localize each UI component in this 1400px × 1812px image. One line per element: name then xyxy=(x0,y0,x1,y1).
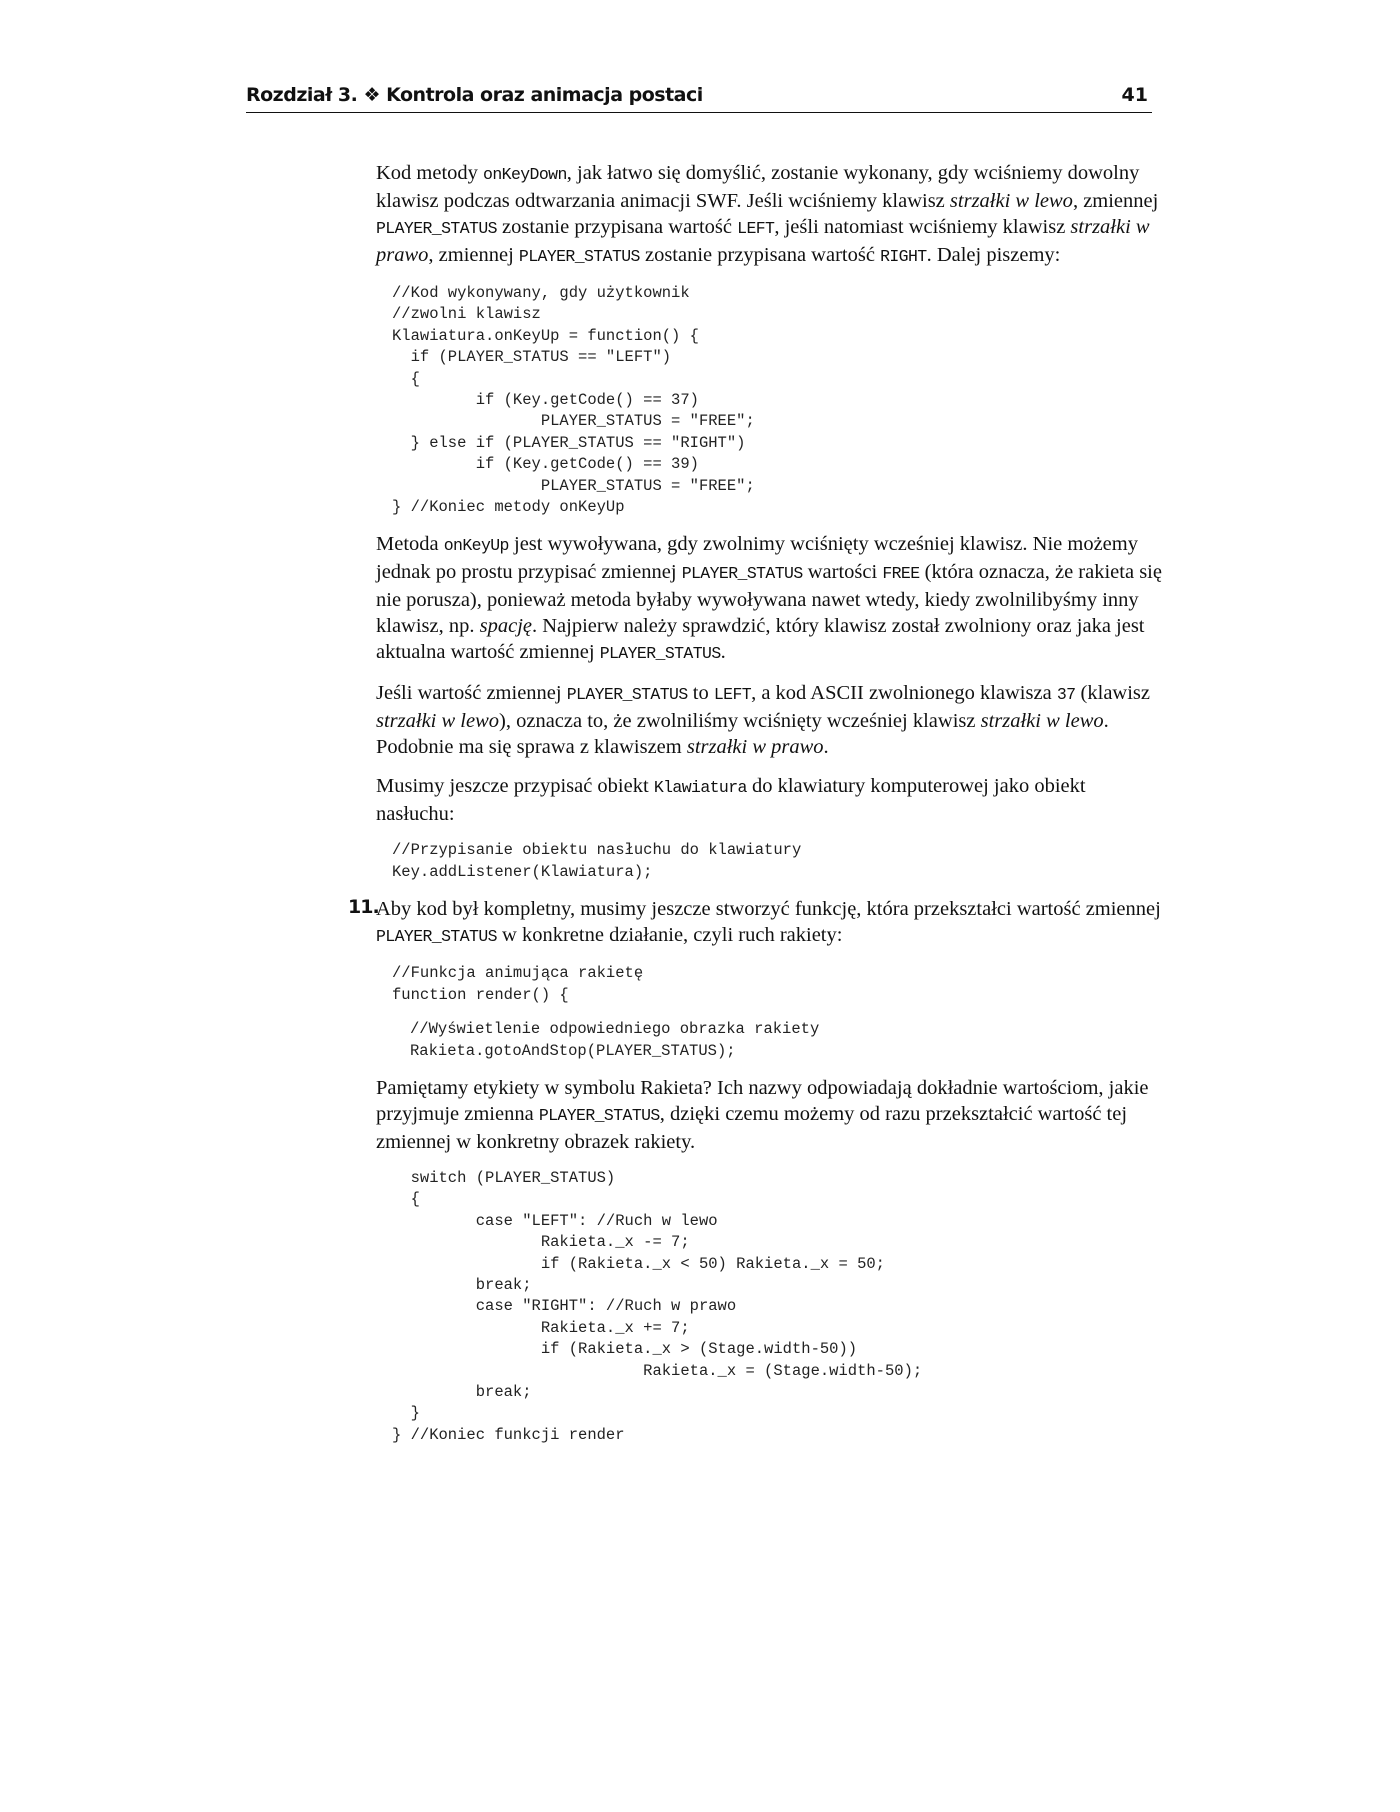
paragraph-onkeydown xyxy=(376,160,1162,270)
text: w konkretne działanie, czyli ruch rakiety: xyxy=(496,924,843,947)
inline-code: RIGHT xyxy=(880,247,927,266)
text: , zmiennej xyxy=(428,244,519,266)
text: . xyxy=(823,736,829,759)
inline-code: onKeyDown xyxy=(483,165,567,184)
code-listing-onkeyup: //Kod wykonywany, gdy użytkownik //zwolni klawisz Klawiatura.onKeyUp = function() { if (PLAYER_STATUS == "LEFT") { if (Key.getCode() == 37) PLAYER_STATUS = "FREE"; } else if (PLAYER_STATUS == "RIGHT") if (Key.getCode() == 39) PLAYER_STATUS = "FREE"; } //Koniec metody onKeyUp xyxy=(392,284,755,517)
inline-code: PLAYER_STATUS xyxy=(566,685,688,705)
text: , jak łatwo się domyślić, zostanie wykonany, gdy wciśniemy dowolny klawisz podczas odtwarzania animacji SWF. Jeśli wciśniemy klawisz xyxy=(376,162,1140,212)
text: , dzięki czemu możemy od razu przekształcić wartość tej zmiennej w konkretny obrazek rakiety. xyxy=(376,1102,1128,1153)
paragraph-labels xyxy=(376,1075,1162,1155)
text: . Dalej piszemy: xyxy=(926,244,1061,266)
emphasis: strzałki w prawo xyxy=(376,216,1150,266)
running-header xyxy=(246,84,1152,113)
text: . Podobnie ma się sprawa z klawiszem xyxy=(376,710,1109,759)
text: zostanie przypisana wartość xyxy=(639,244,881,266)
page-number: 41 xyxy=(1121,84,1148,106)
text: . xyxy=(720,641,726,664)
inline-code: Klawiatura xyxy=(653,778,747,798)
text: Pamiętamy etykiety w symbolu Rakieta? Ich nazwy odpowiadają dokładnie wartościom, jakie przyjmuje zmienna xyxy=(376,1076,1149,1125)
chapter-title: Rozdział 3. ❖ Kontrola oraz animacja postaci xyxy=(246,84,703,106)
inline-code: 37 xyxy=(1056,685,1076,705)
emphasis: strzałki w prawo xyxy=(686,736,824,759)
inline-code: LEFT xyxy=(713,685,752,705)
inline-code: onKeyUp xyxy=(443,536,509,556)
inline-code: PLAYER_STATUS xyxy=(376,927,497,947)
text: do klawiatury komputerowej jako obiekt nasłuchu: xyxy=(376,775,1086,826)
text: , a kod ASCII zwolnionego klawisza xyxy=(751,682,1057,705)
text: (która oznacza, że rakieta się nie porusza), ponieważ metoda byłaby wywoływana nawet wtedy, kiedy zwolnilibyśmy inny klawisz, np. xyxy=(376,561,1162,638)
text: . Najpierw należy sprawdzić, który klawisz został zwolniony oraz jaka jest aktualna wartość zmiennej xyxy=(376,615,1145,664)
emphasis: strzałki w lewo xyxy=(980,710,1104,733)
text: to xyxy=(687,682,714,705)
paragraph-left-status xyxy=(376,680,1162,760)
code-listing-addlistener: //Przypisanie obiektu nasłuchu do klawiatury Key.addListener(Klawiatura); xyxy=(392,841,802,881)
emphasis: spację xyxy=(479,615,532,638)
text: Musimy jeszcze przypisać obiekt xyxy=(376,775,654,798)
paragraph-listener xyxy=(376,773,1162,827)
text: Kod metody xyxy=(376,162,484,184)
emphasis: strzałki w lewo xyxy=(376,710,500,733)
text: Metoda xyxy=(376,533,444,556)
code-listing-switch: switch (PLAYER_STATUS) { case "LEFT": //Ruch w lewo Rakieta._x -= 7; if (Rakieta._x < 50) Rakieta._x = 50; break; case "RIGHT": //Ruch w prawo Rakieta._x += 7; if (Rakieta._x > (Stage.width-50)) Rakieta._x = (Stage.width-50); break; } } //Koniec funkcji render xyxy=(392,1168,923,1444)
code-listing-gotoandstop: //Wyświetlenie odpowiedniego obrazka rakiety Rakieta.gotoAndStop(PLAYER_STATUS); xyxy=(410,1020,820,1060)
step-11-text xyxy=(376,896,1162,950)
text: , jeśli natomiast wciśniemy klawisz xyxy=(774,216,1071,238)
text: jest wywoływana, gdy zwolnimy wciśnięty wcześniej klawisz. Nie możemy jednak po prostu przypisać zmiennej xyxy=(376,533,1138,584)
text: (klawisz xyxy=(1075,682,1150,705)
numbered-step-11 xyxy=(348,896,1162,950)
inline-code: PLAYER_STATUS xyxy=(376,219,497,238)
step-number: 11. xyxy=(348,896,379,919)
inline-code: LEFT xyxy=(737,219,775,238)
inline-code: PLAYER_STATUS xyxy=(518,247,640,266)
code-listing-render-start: //Funkcja animująca rakietę function render() { xyxy=(392,964,644,1004)
text: , zmiennej xyxy=(1072,190,1159,212)
inline-code: PLAYER_STATUS xyxy=(599,644,721,664)
paragraph-onkeyup xyxy=(376,531,1162,667)
text: wartości xyxy=(802,561,883,584)
text: zostanie przypisana wartość xyxy=(496,216,738,238)
text: ), oznacza to, że zwolniliśmy wciśnięty wcześniej klawisz xyxy=(499,710,981,733)
emphasis: strzałki w lewo xyxy=(949,190,1073,212)
text: Aby kod był kompletny, musimy jeszcze stworzyć funkcję, która przekształci wartość zmiennej xyxy=(376,898,1161,921)
text: Jeśli wartość zmiennej xyxy=(376,682,567,705)
inline-code: PLAYER_STATUS xyxy=(538,1105,660,1125)
inline-code: FREE xyxy=(882,564,920,584)
main-content xyxy=(348,160,1162,1446)
inline-code: PLAYER_STATUS xyxy=(681,564,803,584)
